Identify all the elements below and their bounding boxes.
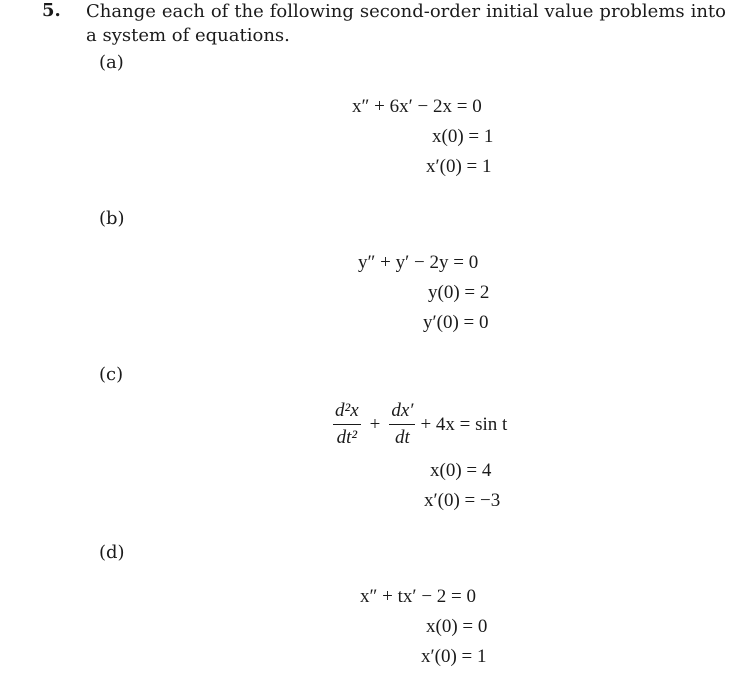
part-d-label: (d) [99,542,125,563]
part-a-label: (a) [99,52,124,73]
part-b-label: (b) [99,208,125,229]
part-b-condition-2: y′(0) = 0 [423,312,489,333]
part-b-equation: y″ + y′ − 2y = 0 [358,252,479,273]
part-c-condition-2: x′(0) = −3 [424,490,501,511]
part-c-condition-1: x(0) = 4 [430,460,492,481]
part-c-label: (c) [99,364,124,385]
fraction-numerator: dx′ [389,400,415,425]
fraction-numerator: d²x [333,400,361,425]
equation-tail: + 4x = sin t [420,413,508,435]
part-d-condition-1: x(0) = 0 [426,616,488,637]
part-d-equation: x″ + tx′ − 2 = 0 [360,586,476,607]
part-a-condition-2: x′(0) = 1 [426,156,492,177]
part-a-condition-1: x(0) = 1 [432,126,494,147]
part-d-condition-2: x′(0) = 1 [421,646,487,667]
part-b-condition-1: y(0) = 2 [428,282,490,303]
part-a-equation: x″ + 6x′ − 2x = 0 [352,96,482,117]
part-c-equation [330,400,507,449]
fraction-denominator: dt² [336,427,358,448]
fraction-denominator: dt [395,427,410,448]
problem-prompt: Change each of the following second-order initial value problems into a system of equations. [86,1,726,46]
fraction-dxprime-dt [389,400,415,449]
problem-number: 5. [42,0,61,21]
fraction-d2x-dt2 [333,400,361,449]
plus-sign: + [369,413,381,435]
